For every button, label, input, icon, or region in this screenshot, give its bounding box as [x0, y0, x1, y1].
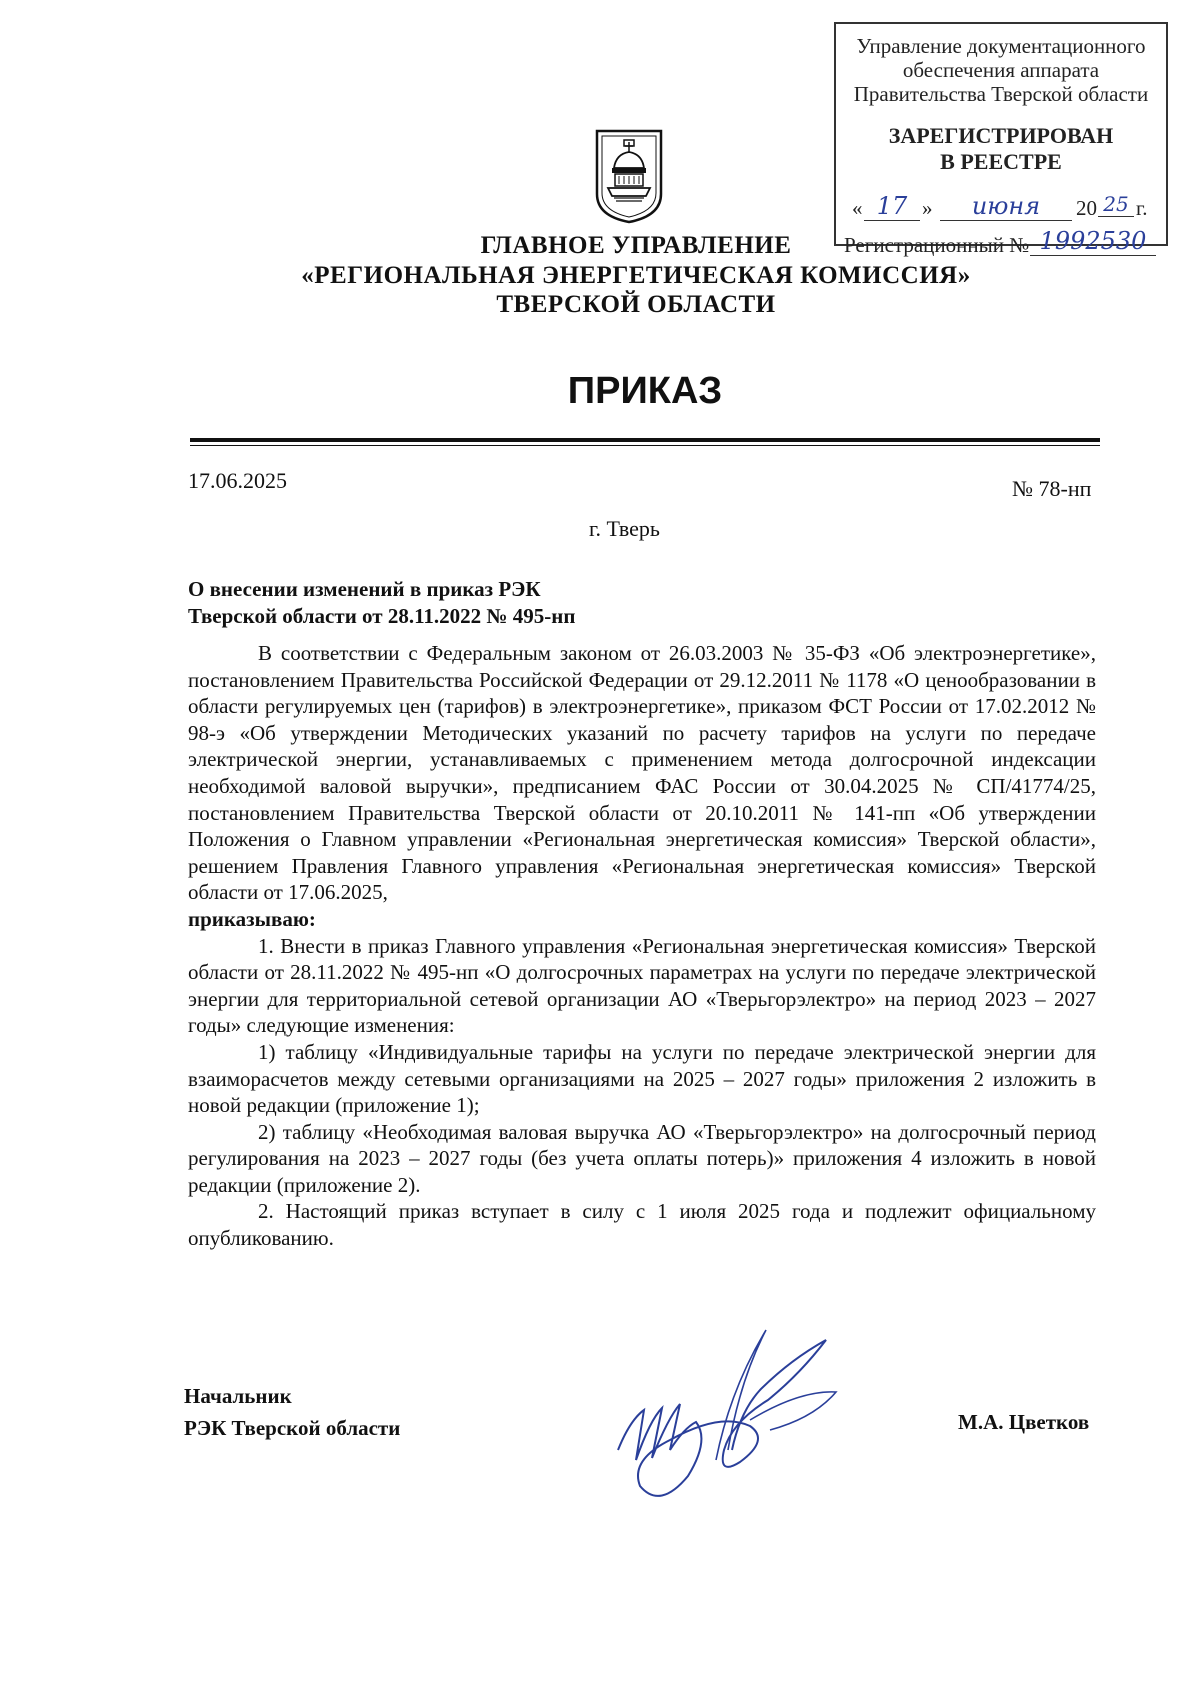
stamp-reg-label: Регистрационный №: [844, 233, 1030, 257]
stamp-month: июня: [940, 192, 1072, 221]
stamp-quote-open: «: [852, 196, 863, 220]
signatory-position: [184, 1380, 400, 1444]
document-city: г. Тверь: [589, 516, 660, 541]
signatory-position-line-2: РЭК Тверской области: [184, 1416, 401, 1440]
document-number: № 78-нп: [1012, 476, 1092, 501]
item-1-paragraph: 1. Внести в приказ Главного управления «Региональная энергетическая комиссия» Тверской области от 28.11.2022 № 495-нп «О долгосрочных параметрах на услуги по передаче электрической энергии для территориальной сетевой организации АО «Тверьгорэлектро» на период 2023 – 2027 годы» следующие изменения:: [188, 933, 1096, 1038]
document-subject: [188, 576, 575, 630]
item-2-paragraph: 2. Настоящий приказ вступает в силу с 1 июля 2025 года и подлежит официальному опубликованию.: [188, 1199, 1096, 1251]
header-line-1: ГЛАВНОЕ УПРАВЛЕНИЕ: [480, 232, 792, 259]
stamp-quote-close: »: [922, 196, 933, 220]
title-rule-thin: [190, 445, 1100, 446]
document-title: ПРИКАЗ: [567, 370, 723, 412]
stamp-day: 17: [864, 192, 920, 221]
header-line-3: ТВЕРСКОЙ ОБЛАСТИ: [496, 291, 776, 318]
document-body: [188, 640, 1096, 1252]
preamble-paragraph: В соответствии с Федеральным законом от 26.03.2003 № 35-ФЗ «Об электроэнергетике», постановлением Правительства Российской Федерации от 29.12.2011 № 1178 «О ценообразовании в области регулируемых цен (тарифов) в электроэнергетике», приказом ФСТ России от 17.02.2012 № 98-э «Об утверждении Методических указаний по расчету тарифов на услуги по передаче электрической энергии, устанавливаемых с применением метода долгосрочной индексации необходимой валовой выручки», предписанием ФАС России от 30.04.2025 № СП/41774/25, постановлением Правительства Тверской области от 20.10.2011 № 141-пп «Об утверждении Положения о Главном управлении «Региональная энергетическая комиссия» Тверской области», решением Правления Главного управления «Региональная энергетическая комиссия» Тверской области от 17.06.2025,: [188, 641, 1096, 905]
header-line-2: «РЕГИОНАЛЬНАЯ ЭНЕРГЕТИЧЕСКАЯ КОМИССИЯ»: [301, 262, 971, 289]
registration-stamp: [834, 22, 1168, 257]
stamp-date: [836, 194, 1166, 224]
signatory-name: М.А. Цветков: [958, 1410, 1090, 1434]
stamp-line-2: обеспечения аппарата: [902, 58, 1100, 82]
stamp-reg-number: 1992530: [1030, 227, 1156, 256]
stamp-year-suffix: 25: [1098, 192, 1134, 217]
stamp-registered: ЗАРЕГИСТРИРОВАН: [888, 123, 1114, 148]
title-rule-thick: [190, 438, 1100, 442]
subject-line-2: Тверской области от 28.11.2022 № 495-нп: [188, 604, 576, 628]
coat-of-arms-icon: [594, 128, 664, 224]
handwritten-signature-icon: [600, 1300, 850, 1520]
item-1-1-paragraph: 1) таблицу «Индивидуальные тарифы на услуги по передаче электрической энергии для взаиморасчетов между сетевыми организациями на 2025 – 2027 годы» приложения 2 изложить в новой редакции (приложение 1);: [188, 1039, 1096, 1118]
stamp-year-unit: г.: [1136, 196, 1148, 220]
document-date: 17.06.2025: [188, 468, 287, 493]
order-word: приказываю:: [188, 906, 316, 931]
subject-line-1: О внесении изменений в приказ РЭК: [188, 577, 541, 601]
item-1-2-paragraph: 2) таблицу «Необходимая валовая выручка АО «Тверьгорэлектро» на долгосрочный период регулирования на 2023 – 2027 годы (без учета оплаты потерь)» приложения 4 изложить в новой редакции (приложение 2).: [188, 1119, 1096, 1197]
signatory-position-line-1: Начальник: [184, 1384, 292, 1408]
stamp-line-1: Управление документационного: [856, 34, 1146, 58]
stamp-year-prefix: 20: [1076, 196, 1097, 220]
stamp-line-3: Правительства Тверской области: [853, 82, 1149, 106]
stamp-in-registry: В РЕЕСТРЕ: [940, 149, 1062, 174]
